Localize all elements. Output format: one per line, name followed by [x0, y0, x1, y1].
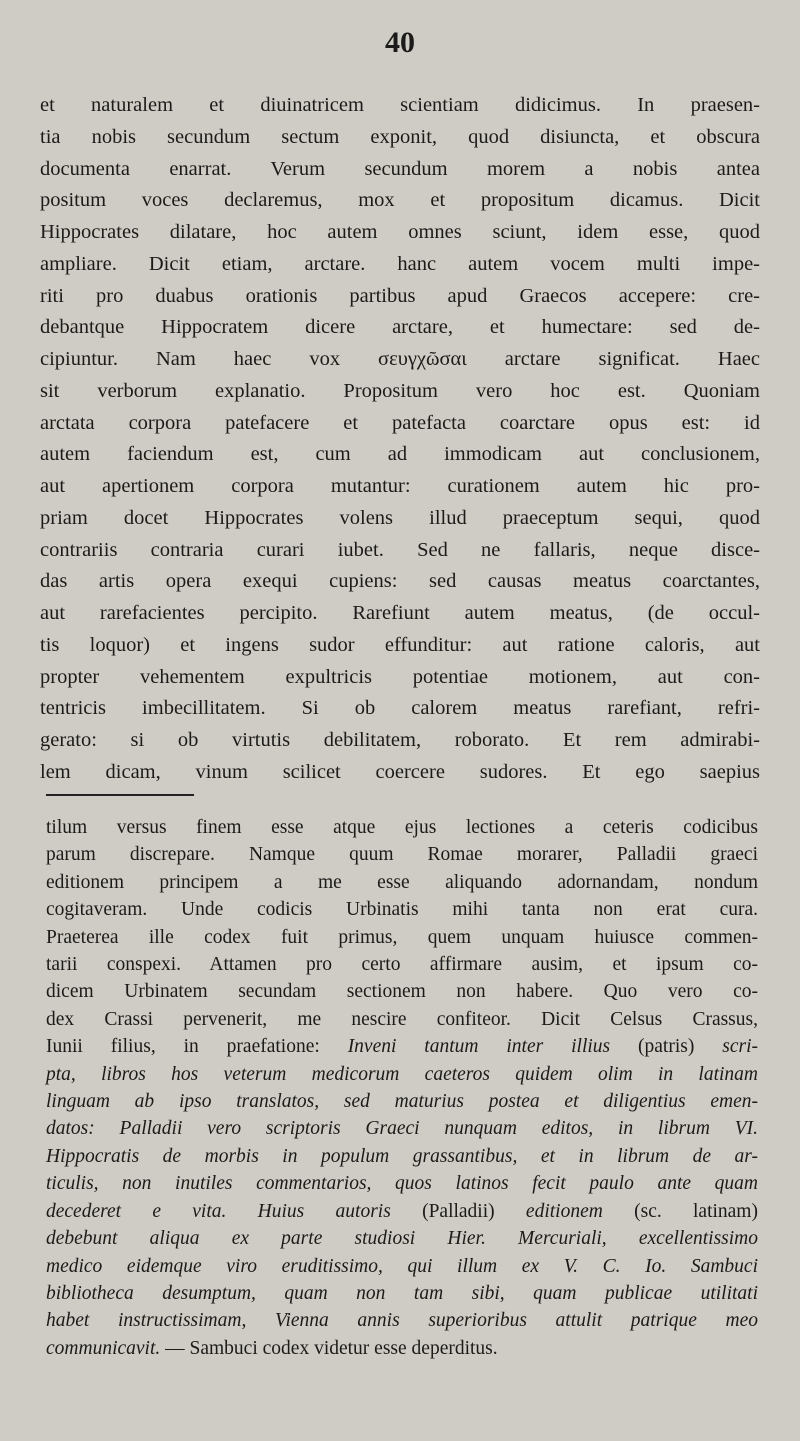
main-text-block	[40, 90, 760, 789]
footnote-roman-text: (Palladii)	[390, 1200, 526, 1222]
footnote-line	[46, 1033, 758, 1060]
footnote-italic-text: Hippocratis de morbis in populum grassantibus, et in librum de ar-	[46, 1145, 758, 1167]
footnote-line	[46, 1198, 758, 1225]
main-text-line: tia nobis secundum sectum exponit, quod disiuncta, et obscura	[40, 125, 760, 148]
footnote-italic-text: decederet e vita. Huius autoris	[46, 1200, 391, 1222]
main-text-line: das artis opera exequi cupiens: sed causas meatus coarctantes,	[40, 570, 760, 593]
footnote-line	[46, 1225, 758, 1252]
main-text-line: aut rarefacientes percipito. Rarefiunt autem meatus, (de occul-	[40, 602, 760, 624]
footnote-italic-text: pta, libros hos veterum medicorum caeteros quidem olim in latinam	[46, 1063, 758, 1085]
footnote-italic-text: datos: Palladii vero scriptoris Graeci nunquam editos, in librum VI.	[46, 1118, 758, 1140]
footnote-roman-text: — Sambuci codex videtur esse deperditus.	[160, 1337, 498, 1359]
footnote-line: dex Crassi pervenerit, me nescire confiteor. Dicit Celsus Crassus,	[46, 1008, 758, 1030]
main-text-line: arctata corpora patefacere et patefacta coarctare opus est: id	[40, 411, 760, 434]
main-text-line: Hippocrates dilatare, hoc autem omnes sciunt, idem esse, quod	[40, 221, 760, 243]
page-number: 40	[385, 26, 415, 59]
footnote-line: tilum versus finem esse atque ejus lectiones a ceteris codicibus	[46, 817, 758, 838]
footnote-line: Praeterea ille codex fuit primus, quem unquam huiusce commen-	[46, 926, 758, 948]
main-text-line: tis loquor) et ingens sudor effunditur: aut ratione caloris, aut	[40, 633, 760, 656]
main-text-line: propter vehementem expultricis potentiae motionem, aut con-	[40, 665, 760, 688]
footnote-italic-text: habet instructissimam, Vienna annis superioribus attulit patrique meo	[46, 1310, 758, 1332]
footnote-roman-text: (patris)	[610, 1036, 723, 1058]
footnote-italic-text: communicavit.	[46, 1337, 161, 1359]
footnote-line	[46, 1253, 758, 1280]
main-text-line: debantque Hippocratem dicere arctare, et humectare: sed de-	[40, 316, 760, 339]
main-text-line: documenta enarrat. Verum secundum morem a nobis antea	[40, 157, 760, 180]
footnote-italic-text: Inveni tantum inter illius	[347, 1036, 611, 1058]
main-text-line: tentricis imbecillitatem. Si ob calorem meatus rarefiant, refri-	[40, 697, 760, 720]
footnote-line: parum discrepare. Namque quum Romae morarer, Palladii graeci	[46, 844, 758, 866]
footnote-divider	[46, 794, 194, 796]
footnote-italic-text: ticulis, non inutiles commentarios, quos latinos fecit paulo ante quam	[46, 1173, 758, 1195]
main-text-line: riti pro duabus orationis partibus apud Graecos accepere: cre-	[40, 284, 760, 307]
footnote-line	[46, 1307, 758, 1334]
footnote-line: editionem principem a me esse aliquando adornandam, nondum	[46, 871, 758, 893]
main-text-line: ampliare. Dicit etiam, arctare. hanc autem vocem multi impe-	[40, 252, 760, 275]
footnote-italic-text: linguam ab ipso translatos, sed maturius postea et diligentius emen-	[46, 1091, 758, 1113]
footnote-italic-text: bibliotheca desumptum, quam non tam sibi, quam publicae utilitati	[46, 1282, 758, 1304]
main-text-line: cipiuntur. Nam haec vox σευγχῶσαι arctare significat. Haec	[40, 348, 760, 370]
footnote-italic-text: editionem	[525, 1200, 603, 1222]
main-text-line: aut apertionem corpora mutantur: curationem autem hic pro-	[40, 475, 760, 497]
main-text-line: priam docet Hippocrates volens illud praeceptum sequi, quod	[40, 506, 760, 529]
main-text-line: sit verborum explanatio. Propositum vero hoc est. Quoniam	[40, 379, 760, 402]
footnote-line	[46, 1143, 758, 1170]
footnote-line	[46, 1335, 758, 1362]
footnote-line	[46, 1170, 758, 1197]
footnote-line: dicem Urbinatem secundam sectionem non habere. Quo vero co-	[46, 981, 758, 1003]
footnote-roman-text: Iunii filius, in praefatione:	[46, 1036, 348, 1058]
main-text-line: autem faciendum est, cum ad immodicam aut conclusionem,	[40, 443, 760, 466]
footnote-italic-text: medico eidemque viro eruditissimo, qui illum ex V. C. Io. Sambuci	[46, 1255, 758, 1277]
main-text-line: positum voces declaremus, mox et propositum dicamus. Dicit	[40, 189, 760, 212]
footnote-italic-text: debebunt aliqua ex parte studiosi Hier. Mercuriali, excellentissimo	[46, 1228, 758, 1250]
footnote-line: cogitaveram. Unde codicis Urbinatis mihi tanta non erat cura.	[46, 899, 758, 921]
footnote-roman-text: (sc. latinam)	[602, 1200, 758, 1222]
footnote-line	[46, 1115, 758, 1142]
footnote-line	[46, 1088, 758, 1115]
footnote-line	[46, 1280, 758, 1307]
footnote-italic-text: scri-	[722, 1036, 758, 1058]
main-text-line: et naturalem et diuinatricem scientiam didicimus. In praesen-	[40, 94, 760, 116]
footnote-block	[46, 814, 758, 1362]
main-text-line: contrariis contraria curari iubet. Sed ne fallaris, neque disce-	[40, 538, 760, 561]
main-text-line: gerato: si ob virtutis debilitatem, roborato. Et rem admirabi-	[40, 729, 760, 751]
footnote-line: tarii conspexi. Attamen pro certo affirmare ausim, et ipsum co-	[46, 954, 758, 976]
main-text-line: lem dicam, vinum scilicet coercere sudores. Et ego saepius	[40, 760, 760, 783]
footnote-line	[46, 1061, 758, 1088]
